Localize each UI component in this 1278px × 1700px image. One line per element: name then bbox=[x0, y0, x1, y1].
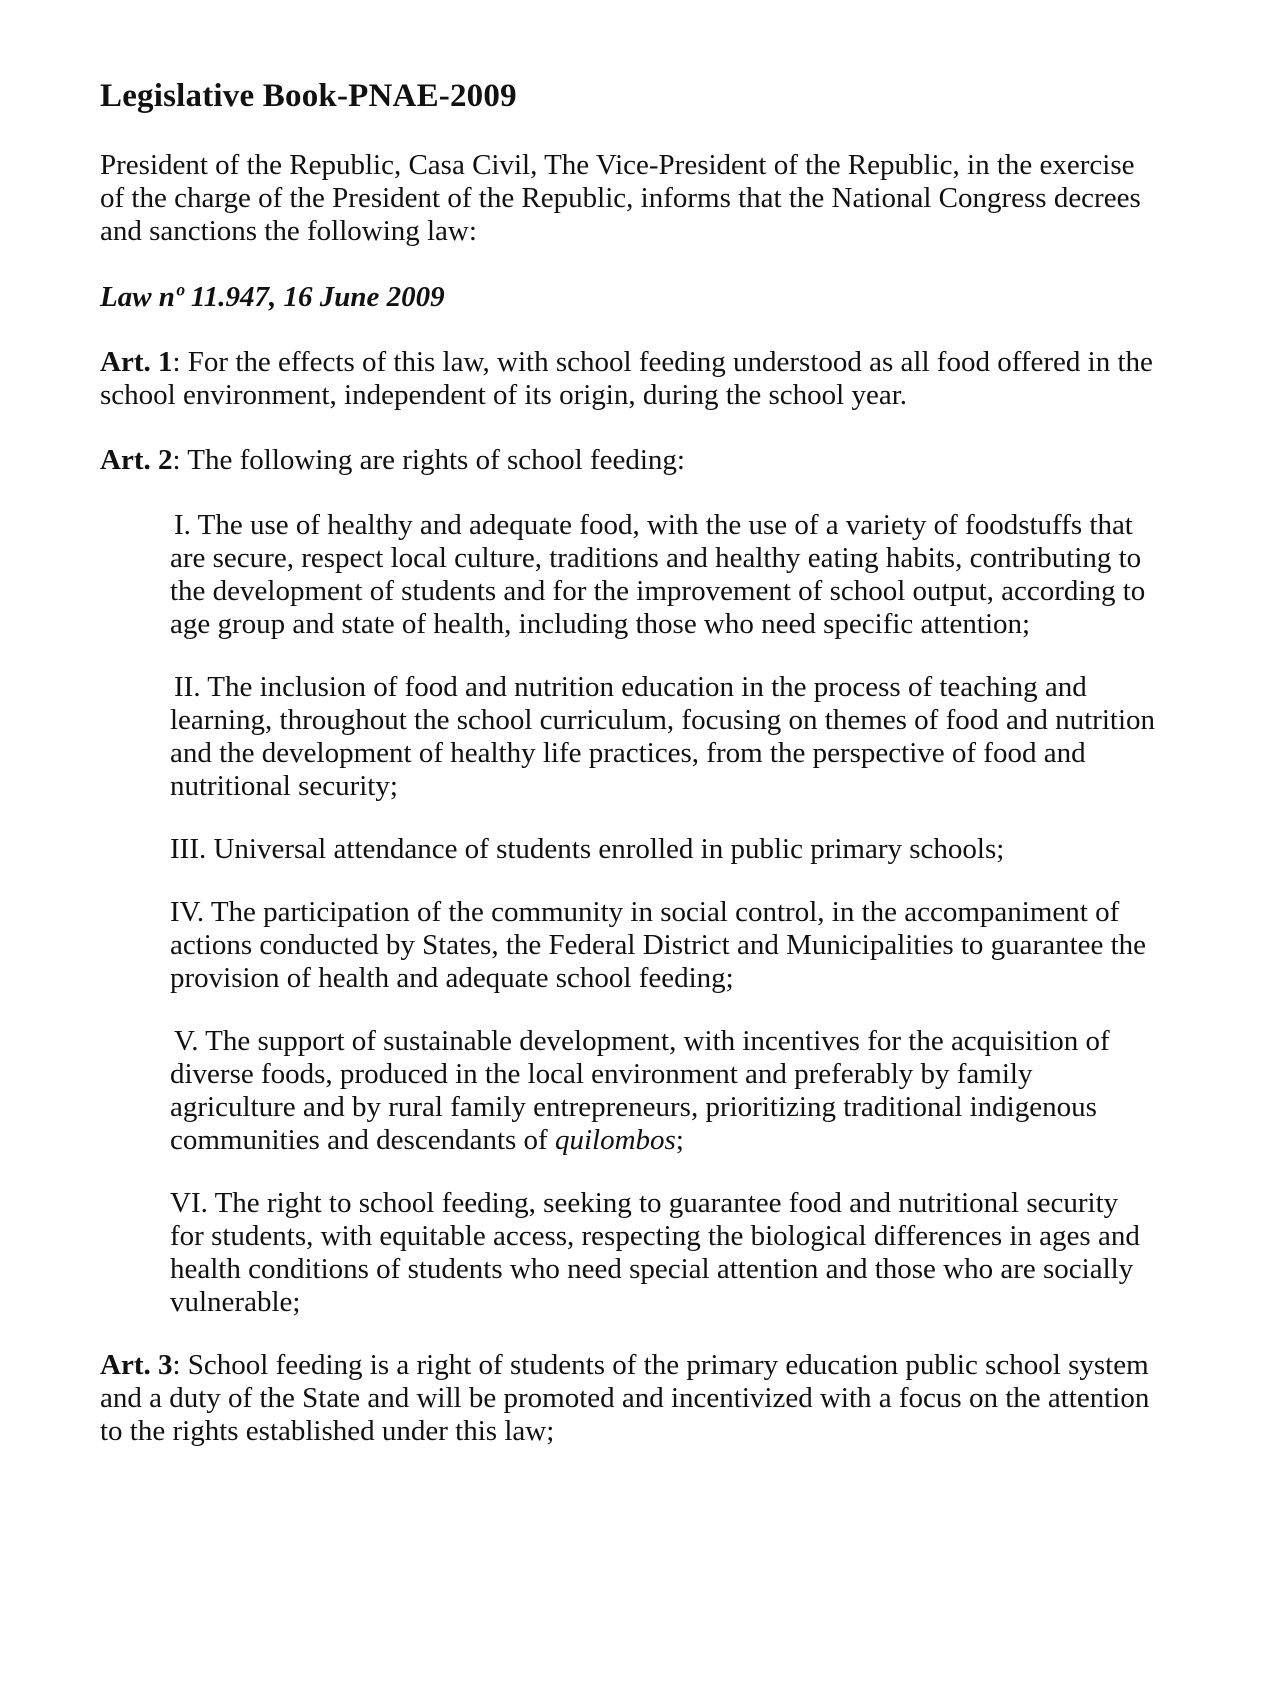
list-item-iv: IV. The participation of the community in social control, in the accompaniment of actions conducted by States, the Federal District and Municipalities to guarantee the provision of health and adequate school feeding; bbox=[170, 896, 1147, 994]
italic-term: quilombos bbox=[554, 1124, 676, 1156]
article-text: : The following are rights of school feeding: bbox=[172, 444, 685, 476]
law-heading: Law nº 11.947, 16 June 2009 bbox=[100, 281, 445, 313]
list-item-text: V. The support of sustainable development, with incentives for the acquisition of diverse foods, produced in the local environment and preferably by family agriculture and by rural family entrepreneurs, prioritizing traditional indigenous communities and descendants of bbox=[170, 1025, 1110, 1156]
list-item-v bbox=[170, 1025, 1158, 1157]
list-item-i: I. The use of healthy and adequate food, with the use of a variety of foodstuffs that are secure, respect local culture, traditions and healthy eating habits, contributing to the development of students and for the improvement of school output, according to age group and state of health, including those who need specific attention; bbox=[170, 509, 1146, 640]
article-text: : School feeding is a right of students of the primary education public school system and a duty of the State and will be promoted and incentivized with a focus on the attention to the rights established under this law; bbox=[100, 1349, 1150, 1447]
article-text: : For the effects of this law, with school feeding understood as all food offered in the school environment, independent of its origin, during the school year. bbox=[100, 346, 1153, 411]
article-label: Art. 3 bbox=[100, 1349, 173, 1381]
list-item-ii: II. The inclusion of food and nutrition education in the process of teaching and learning, throughout the school curriculum, focusing on themes of food and nutrition and the development of healthy life practices, from the perspective of food and nutritional security; bbox=[170, 671, 1155, 802]
article-3 bbox=[100, 1349, 1158, 1448]
intro-paragraph: President of the Republic, Casa Civil, The Vice-President of the Republic, in the exercise of the charge of the President of the Republic, informs that the National Congress decrees and sanctions the following law: bbox=[100, 149, 1141, 247]
article-2 bbox=[100, 444, 1158, 477]
article-label: Art. 1 bbox=[100, 346, 173, 378]
article-label: Art. 2 bbox=[100, 444, 173, 476]
document-title: Legislative Book-PNAE-2009 bbox=[100, 78, 517, 114]
article-1 bbox=[100, 346, 1158, 412]
list-item-tail: ; bbox=[675, 1124, 684, 1156]
list-item-vi: VI. The right to school feeding, seeking to guarantee food and nutritional security for students, with equitable access, respecting the biological differences in ages and health conditions of students who need special attention and those who are socially vulnerable; bbox=[170, 1187, 1140, 1318]
list-item-iii: III. Universal attendance of students enrolled in public primary schools; bbox=[170, 833, 1005, 865]
